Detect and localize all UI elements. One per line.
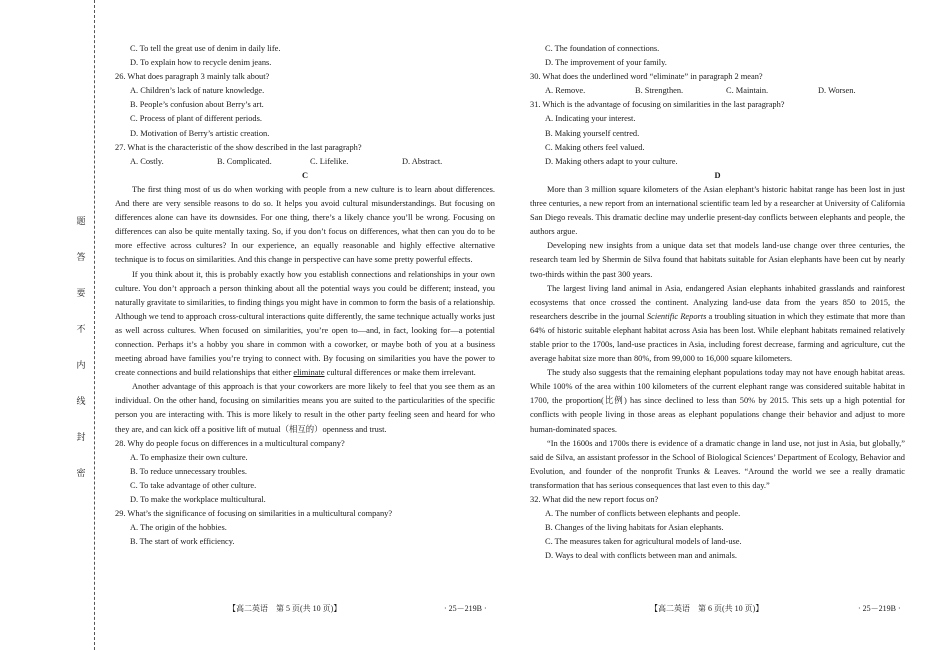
option-line: A. The number of conflicts between elephants and people.	[545, 509, 741, 519]
passage-d-paragraph-4: The study also suggests that the remaining elephant populations today may not have enough habitat areas. While 100% of the area within 100 kilometers of the current elephant range was considered suitable habitat in 1700, the proportion(比例) has since declined to less than 50% by 2015. This sets up a high potential for conflicts with people living in those areas as elephant populations change their behavior and adjust to more human-dominated spaces.	[530, 368, 905, 434]
q27-option: D. Abstract.	[402, 156, 443, 166]
option-line: B. To reduce unnecessary troubles.	[130, 466, 247, 476]
footer-page-label-right: 【高二英语 第 6 页(共 10 页)】	[650, 604, 764, 613]
option-line: A. The origin of the hobbies.	[130, 523, 227, 533]
journal-title: Scientific Reports	[646, 311, 707, 321]
option-line: C. To take advantage of other culture.	[130, 480, 257, 490]
option-line: D. The improvement of your family.	[545, 58, 667, 68]
passage-c-paragraph-1: The first thing most of us do when working with people from a new culture is to learn about differences. And there are very sensible reasons to do so. It helps you avoid cultural misunderstandings. But focusing on differences alone can have its downsides. For one thing, there’s a likely chance you’ll be wrong. Focusing on differences can also be quite mentally taxing. So, if you don’t focus on differences, what then can you do to be more effective across cultures? In our experience, an equally reasonable and highly effective alternative technique is to focus on similarities. And this change in perspective can have some pretty powerful effects.	[115, 184, 495, 265]
question-31: 31. Which is the advantage of focusing on similarities in the last paragraph?	[530, 100, 785, 110]
binding-label-char: 线	[76, 396, 86, 406]
question-26: 26. What does paragraph 3 mainly talk about?	[115, 72, 270, 82]
option-line: B. The start of work efficiency.	[130, 537, 235, 547]
question-27: 27. What is the characteristic of the show described in the last paragraph?	[115, 142, 362, 152]
passage-d-paragraph-3: The largest living land animal in Asia, endangered Asian elephants inhabited grasslands and rainforest ecosystems that once crossed the continent. Analyzing land-use data from the years 850 to 2015, the researchers describe in the journal Scientific Reports a troubling situation in which they estimate that more than 64% of historic suitable elephant habitat across Asia has been lost. While elephant habitats remained relatively stable prior to the 1700s, land-use practices in Asia, including forest decrease, farming and agriculture, cut the average habitat size more than 80%, from 99,000 to 16,000 square kilometers.	[530, 283, 906, 364]
question-30: 30. What does the underlined word “eliminate” in paragraph 2 mean?	[530, 72, 763, 82]
option-line: B. Changes of the living habitats for Asian elephants.	[545, 523, 724, 533]
q27-option: C. Lifelike.	[310, 156, 349, 166]
q30-option: A. Remove.	[545, 86, 586, 96]
binding-label-char: 内	[76, 360, 86, 370]
question-28: 28. Why do people focus on differences in a multicultural company?	[115, 438, 345, 448]
binding-label-char: 密	[76, 468, 86, 478]
option-line: B. People’s confusion about Berry’s art.	[130, 100, 264, 110]
option-line: A. Indicating your interest.	[545, 114, 636, 124]
binding-label-char: 答	[76, 252, 86, 262]
option-line: D. Making others adapt to your culture.	[545, 156, 678, 166]
option-line: D. Ways to deal with conflicts between man and animals.	[545, 551, 737, 561]
question-29: 29. What’s the significance of focusing on similarities in a multicultural company?	[115, 509, 393, 519]
q30-option: B. Strengthen.	[635, 86, 684, 96]
passage-c-paragraph-2: If you think about it, this is probably exactly how you establish connections and relationships in your own culture. You don’t approach a person thinking about all the potential ways you could be different; instead, you naturally gravitate to similarities, to finding things you might have in common to form the basis of a relationship. Although we tend to approach cross-cultural interactions quite differently, the same technique actually works just as well across cultures. When focused on similarities, you’re open to—and, in fact, looking for—a potential connection. Perhaps it’s a hobby you share in common with a coworker, or maybe both of you at a business meeting abroad have families you’re trying to connect with. By focusing on similarities you have the power to create connections and build relationships that either eliminate cultural differences or make them irrelevant.	[115, 269, 495, 378]
option-line: C. To tell the great use of denim in daily life.	[130, 44, 281, 53]
option-line: C. Making others feel valued.	[545, 142, 645, 152]
option-line: C. The foundation of connections.	[545, 44, 660, 53]
q30-option: C. Maintain.	[726, 86, 769, 96]
q27-option: B. Complicated.	[217, 156, 272, 166]
passage-d-paragraph-5: “In the 1600s and 1700s there is evidence of a dramatic change in land use, not just in Asia, but globally,” said de Silva, an assistant professor in the School of Biological Sciences’ Department of Ecology, Behavior and Evolution, and founder of the nonprofit Trunks & Leaves. “Around the world we see a really dramatic transformation that has serious consequences that last even to this day.”	[530, 438, 905, 490]
option-line: B. Making yourself centred.	[545, 128, 640, 138]
question-32: 32. What did the new report focus on?	[530, 495, 659, 504]
passage-d-paragraph-2: Developing new insights from a unique data set that models land-use change over three centuries, the research team led by Shermin de Silva found that habitats suitable for Asian elephants have been cut by nearly two-thirds within the past 300 years.	[530, 241, 905, 279]
q30-option: D. Worsen.	[818, 86, 856, 96]
option-line: C. The measures taken for agricultural models of land-use.	[545, 537, 742, 547]
footer-page-label-left: 【高二英语 第 5 页(共 10 页)】	[228, 604, 342, 613]
option-line: D. Motivation of Berry’s artistic creation.	[130, 128, 270, 138]
option-line: D. To make the workplace multicultural.	[130, 495, 266, 504]
option-line: D. To explain how to recycle denim jeans.	[130, 58, 272, 68]
section-heading-d: D	[714, 170, 721, 180]
right-column	[530, 42, 905, 563]
passage-c-paragraph-3: Another advantage of this approach is that your coworkers are more likely to feel that you see them as an individual. On the other hand, focusing on similarities means you are suited to the particularities of the specific person you are interacting with. This is more likely to result in the other party feeling seen and heard for who they are, and can kick off a positive lift of mutual（相互的）openness and trust.	[115, 382, 495, 434]
binding-margin	[0, 0, 102, 650]
left-column	[115, 42, 495, 549]
binding-label-char: 不	[76, 324, 86, 334]
option-line: A. To emphasize their own culture.	[130, 452, 248, 462]
q27-option: A. Costly.	[130, 156, 164, 166]
footer-code-left: · 25－219B ·	[444, 604, 487, 613]
section-heading-c: C	[301, 170, 309, 180]
binding-label-char: 要	[76, 288, 86, 298]
passage-d-paragraph-1: More than 3 million square kilometers of the Asian elephant’s historic habitat range has been lost in just three centuries, a new report from an international scientific team led by a researcher at University of California San Diego reveals. This dramatic decline may underlie present-day conflicts between elephants and people, the authors argue.	[530, 184, 905, 237]
option-line: C. Process of plant of different periods.	[130, 114, 262, 124]
q30-options-row	[530, 84, 905, 98]
binding-label-char: 题	[76, 216, 86, 226]
option-line: A. Children’s lack of nature knowledge.	[130, 86, 265, 96]
footer-code-right: · 25－219B ·	[858, 604, 901, 613]
binding-label-char: 封	[76, 432, 86, 442]
underlined-word-eliminate: eliminate	[293, 368, 325, 378]
q27-options-row	[115, 155, 495, 169]
binding-dashed-line	[94, 0, 95, 650]
